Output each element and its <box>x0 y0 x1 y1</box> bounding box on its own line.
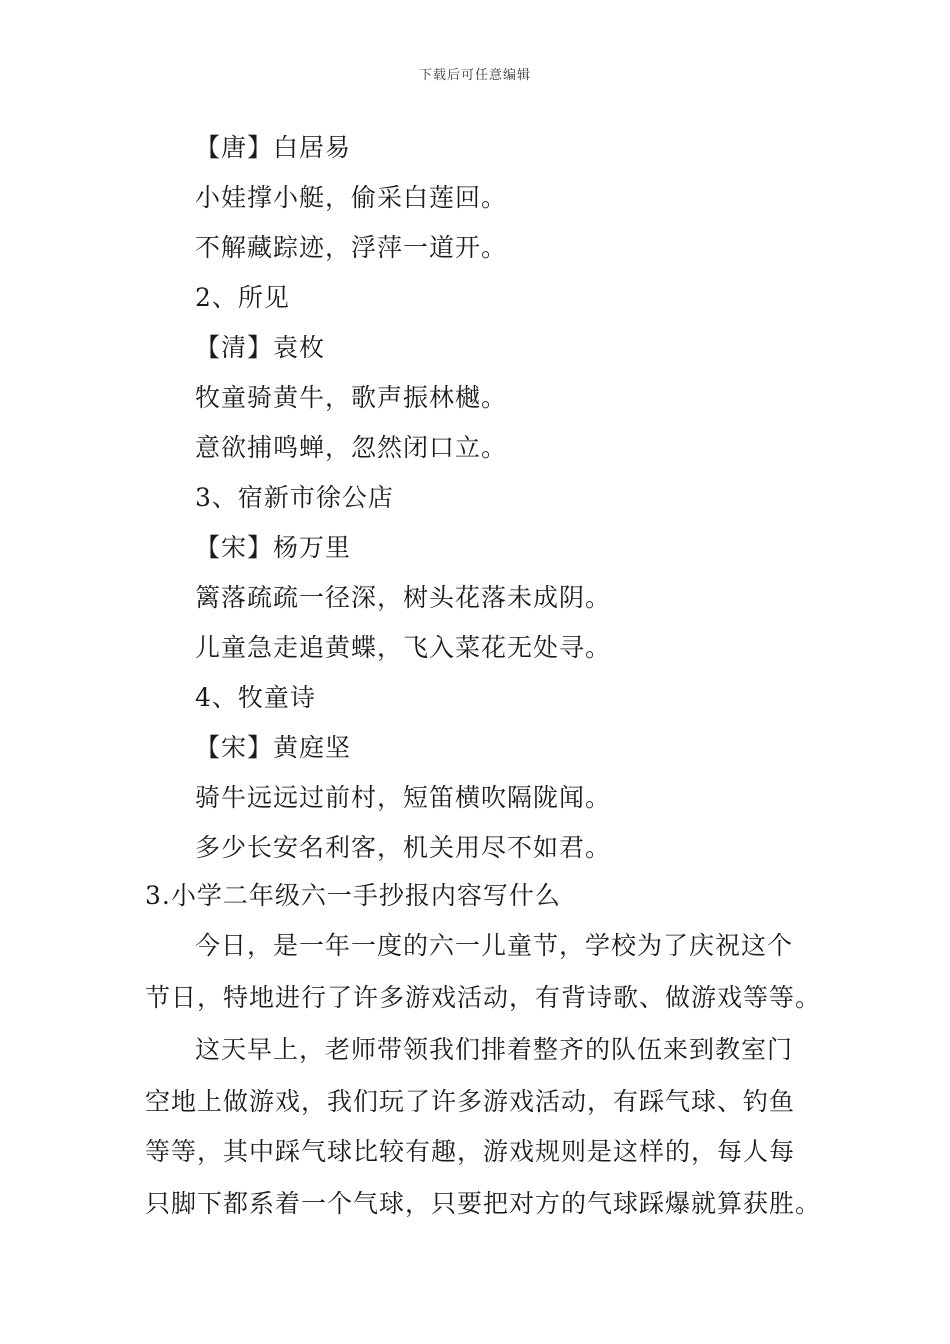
poem-author-line: 【宋】杨万里 <box>195 533 352 562</box>
poem-author-line: 【唐】白居易 <box>195 133 352 162</box>
poem-title-line: 3、宿新市徐公店 <box>195 483 394 512</box>
poem-verse-line: 多少长安名利客，机关用尽不如君。 <box>195 833 612 862</box>
poem-author-line: 【宋】黄庭坚 <box>195 733 352 762</box>
poem-title-line: 2、所见 <box>195 283 290 312</box>
paragraph-line: 只脚下都系着一个气球，只要把对方的气球踩爆就算获胜。 <box>145 1189 822 1218</box>
poem-verse-line: 牧童骑黄牛，歌声振林樾。 <box>195 383 508 412</box>
poem-verse-line: 意欲捕鸣蝉，忽然闭口立。 <box>195 433 508 462</box>
paragraph-line: 节日，特地进行了许多游戏活动，有背诗歌、做游戏等等。 <box>145 983 822 1012</box>
poem-verse-line: 篱落疏疏一径深，树头花落未成阴。 <box>195 583 612 612</box>
paragraph-line: 等等，其中踩气球比较有趣，游戏规则是这样的，每人每 <box>145 1137 796 1166</box>
poem-verse-line: 小娃撑小艇，偷采白莲回。 <box>195 183 508 212</box>
section-heading: 3.小学二年级六一手抄报内容写什么 <box>145 881 561 910</box>
paragraph-line: 这天早上，老师带领我们排着整齐的队伍来到教室门 <box>195 1035 794 1064</box>
header-note: 下载后可任意编辑 <box>418 68 531 83</box>
poem-title-line: 4、牧童诗 <box>195 683 316 712</box>
paragraph-line: 空地上做游戏，我们玩了许多游戏活动，有踩气球、钓鱼 <box>145 1087 796 1116</box>
poem-author-line: 【清】袁枚 <box>195 333 326 362</box>
poem-verse-line: 不解藏踪迹，浮萍一道开。 <box>195 233 508 262</box>
poem-verse-line: 儿童急走追黄蝶，飞入菜花无处寻。 <box>195 633 612 662</box>
poem-verse-line: 骑牛远远过前村，短笛横吹隔陇闻。 <box>195 783 612 812</box>
paragraph-line: 今日，是一年一度的六一儿童节，学校为了庆祝这个 <box>195 931 794 960</box>
